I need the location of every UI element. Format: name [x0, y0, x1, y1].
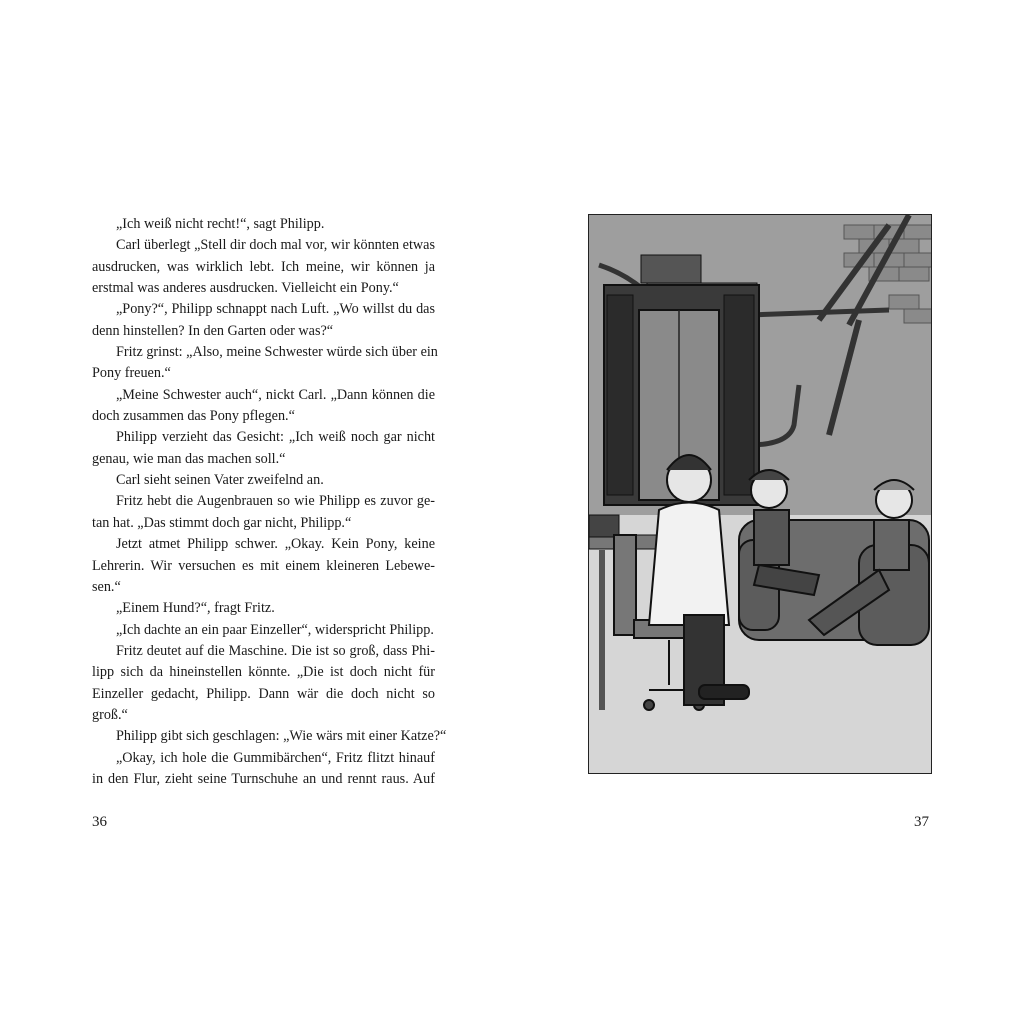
- left-page-text: [92, 214, 447, 790]
- text-line: denn hinstellen? In den Garten oder was?“: [92, 322, 334, 339]
- page-number-left: 36: [92, 814, 107, 830]
- text-line: erstmal was anderes ausdrucken. Vielleicht ein Pony.“: [92, 280, 399, 297]
- text-line: sen.“: [92, 578, 121, 595]
- text-line: Einzeller gedacht, Philipp. Dann wär die doch nicht so: [92, 685, 435, 702]
- text-line: ausdrucken, was wirklich lebt. Ich meine, wir können ja: [92, 258, 435, 275]
- text-line: Carl überlegt „Stell dir doch mal vor, wir könnten etwas: [116, 237, 435, 254]
- text-line: tan hat. „Das stimmt doch gar nicht, Philipp.“: [92, 514, 352, 531]
- text-line: Carl sieht seinen Vater zweifelnd an.: [116, 472, 324, 489]
- text-line: Philipp gibt sich geschlagen: „Wie wärs mit einer Katze?“: [116, 728, 447, 745]
- text-line: „Meine Schwester auch“, nickt Carl. „Dann können die: [116, 386, 435, 403]
- text-line: genau, wie man das machen soll.“: [92, 450, 286, 467]
- text-line: Lehrerin. Wir versuchen es mit einem kleineren Lebewe-: [92, 557, 435, 574]
- text-line: „Einem Hund?“, fragt Fritz.: [116, 600, 275, 617]
- page-number-right: 37: [914, 814, 929, 830]
- text-line: Fritz deutet auf die Maschine. Die ist so groß, dass Phi-: [116, 642, 435, 659]
- illustration: [588, 214, 932, 774]
- text-line: Fritz grinst: „Also, meine Schwester würde sich über ein: [116, 344, 438, 361]
- text-line: „Ich weiß nicht recht!“, sagt Philipp.: [116, 216, 325, 232]
- text-line: Jetzt atmet Philipp schwer. „Okay. Kein Pony, keine: [116, 536, 435, 553]
- text-line: „Okay, ich hole die Gummibärchen“, Fritz flitzt hinauf: [116, 749, 435, 766]
- text-line: Pony freuen.“: [92, 365, 171, 382]
- text-line: lipp sich da hineinstellen könnte. „Die ist doch nicht für: [92, 664, 435, 681]
- text-line: „Ich dachte an ein paar Einzeller“, widerspricht Philipp.: [116, 621, 434, 638]
- text-line: in den Flur, zieht seine Turnschuhe an und rennt raus. Auf: [92, 770, 435, 787]
- text-line: doch zusammen das Pony pflegen.“: [92, 408, 295, 425]
- text-line: „Pony?“, Philipp schnappt nach Luft. „Wo willst du das: [116, 301, 435, 318]
- text-line: groß.“: [92, 706, 128, 723]
- text-line: Philipp verzieht das Gesicht: „Ich weiß noch gar nicht: [116, 429, 435, 446]
- text-line: Fritz hebt die Augenbrauen so wie Philipp es zuvor ge-: [116, 493, 435, 510]
